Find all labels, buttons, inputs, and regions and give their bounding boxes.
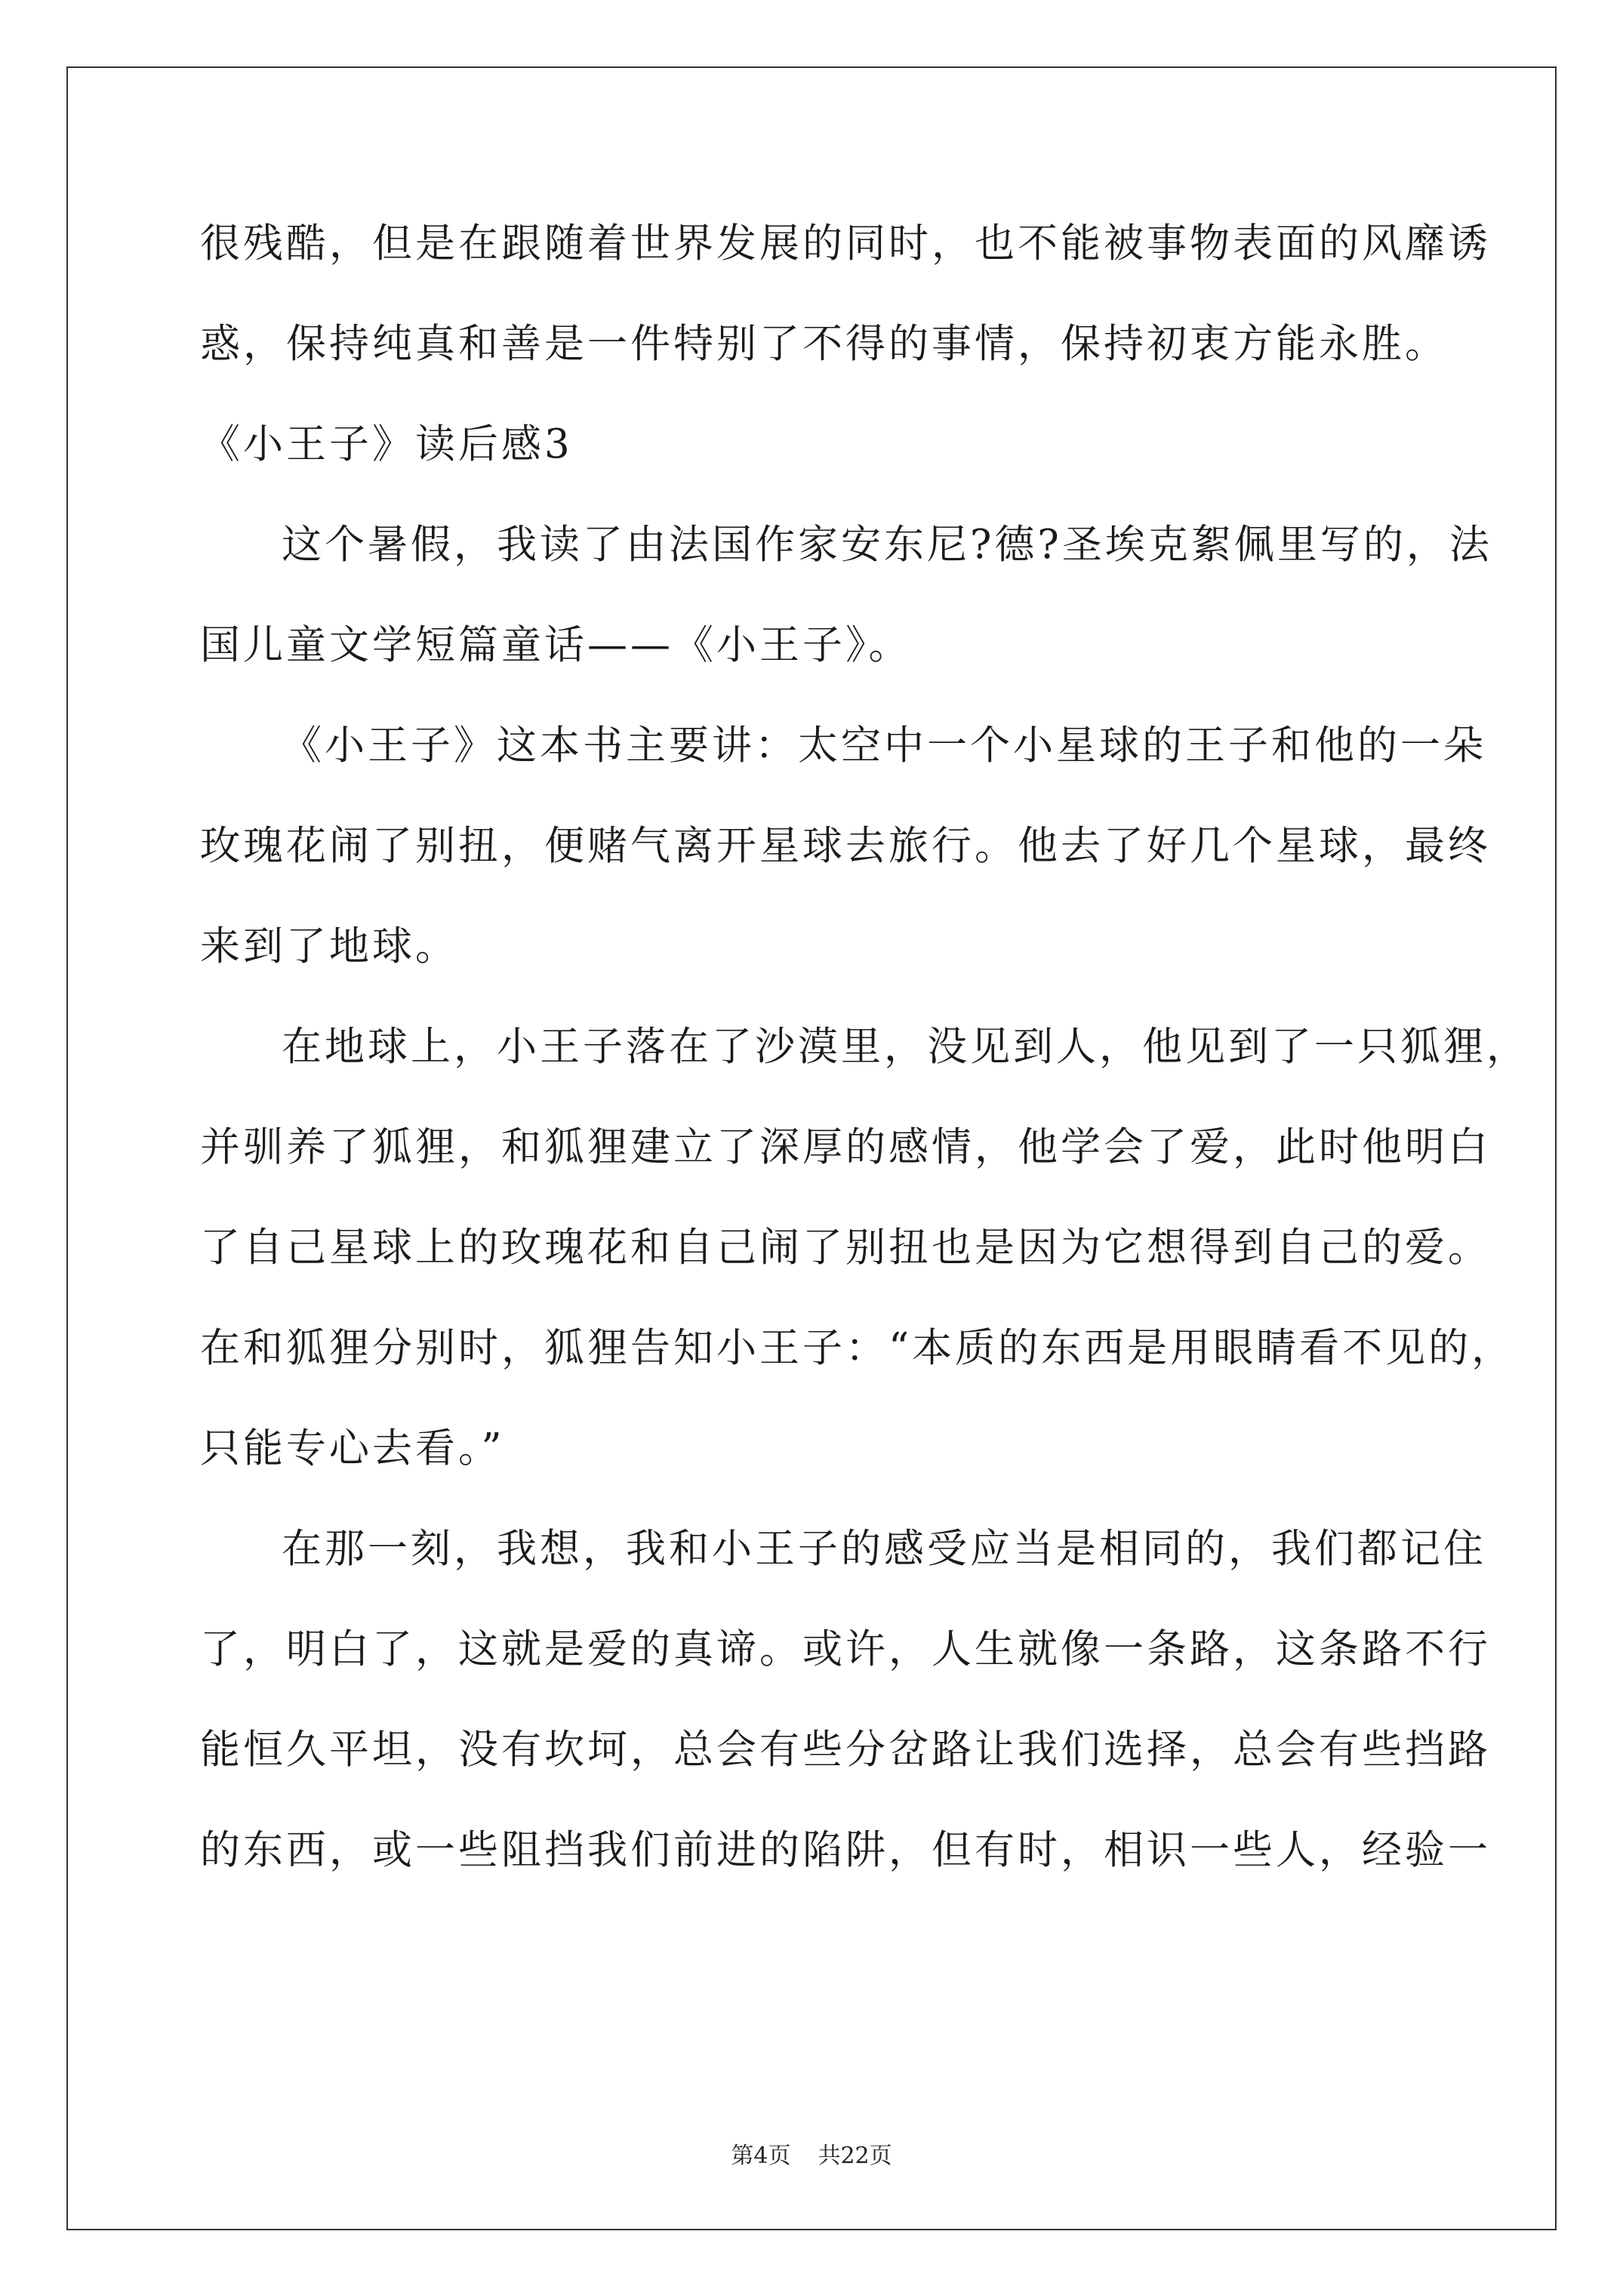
page-total: 共22页 bbox=[818, 2143, 892, 2169]
text-line: 了自己星球上的玫瑰花和自己闹了别扭也是因为它想得到自己的爱。 bbox=[200, 1225, 1491, 1271]
text-line: 的东西，或一些阻挡我们前进的陷阱，但有时，相识一些人，经验一 bbox=[200, 1827, 1491, 1873]
text-line: 玫瑰花闹了别扭，便赌气离开星球去旅行。他去了好几个星球，最终 bbox=[200, 823, 1491, 869]
text-line: 《小王子》这本书主要讲：太空中一个小星球的王子和他的一朵 bbox=[282, 723, 1486, 769]
text-line: 在地球上，小王子落在了沙漠里，没见到人，他见到了一只狐狸， bbox=[282, 1024, 1529, 1070]
section-heading: 《小王子》读后感3 bbox=[200, 421, 573, 467]
text-line: 能恒久平坦，没有坎坷，总会有些分岔路让我们选择，总会有些挡路 bbox=[200, 1727, 1491, 1773]
page-footer bbox=[0, 2141, 1623, 2171]
text-line: 国儿童文学短篇童话——《小王子》。 bbox=[200, 622, 912, 668]
text-line: 很残酷，但是在跟随着世界发展的同时，也不能被事物表面的风靡诱 bbox=[200, 220, 1491, 267]
text-line: 惑，保持纯真和善是一件特别了不得的事情，保持初衷方能永胜。 bbox=[200, 321, 1448, 367]
text-line: 在那一刻，我想，我和小王子的感受应当是相同的，我们都记住 bbox=[282, 1526, 1486, 1572]
text-line: 来到了地球。 bbox=[200, 923, 458, 969]
text-line: 并驯养了狐狸，和狐狸建立了深厚的感情，他学会了爱，此时他明白 bbox=[200, 1124, 1491, 1170]
page-number: 第4页 bbox=[731, 2143, 791, 2169]
text-line: 只能专心去看。” bbox=[200, 1425, 505, 1472]
text-line: 在和狐狸分别时，狐狸告知小王子：“本质的东西是用眼睛看不见的， bbox=[200, 1325, 1515, 1371]
text-line: 了，明白了，这就是爱的真谛。或许，人生就像一条路，这条路不行 bbox=[200, 1626, 1491, 1672]
document-body bbox=[200, 219, 1529, 1926]
text-line: 这个暑假，我读了由法国作家安东尼?德?圣埃克絮佩里写的，法 bbox=[282, 522, 1492, 568]
